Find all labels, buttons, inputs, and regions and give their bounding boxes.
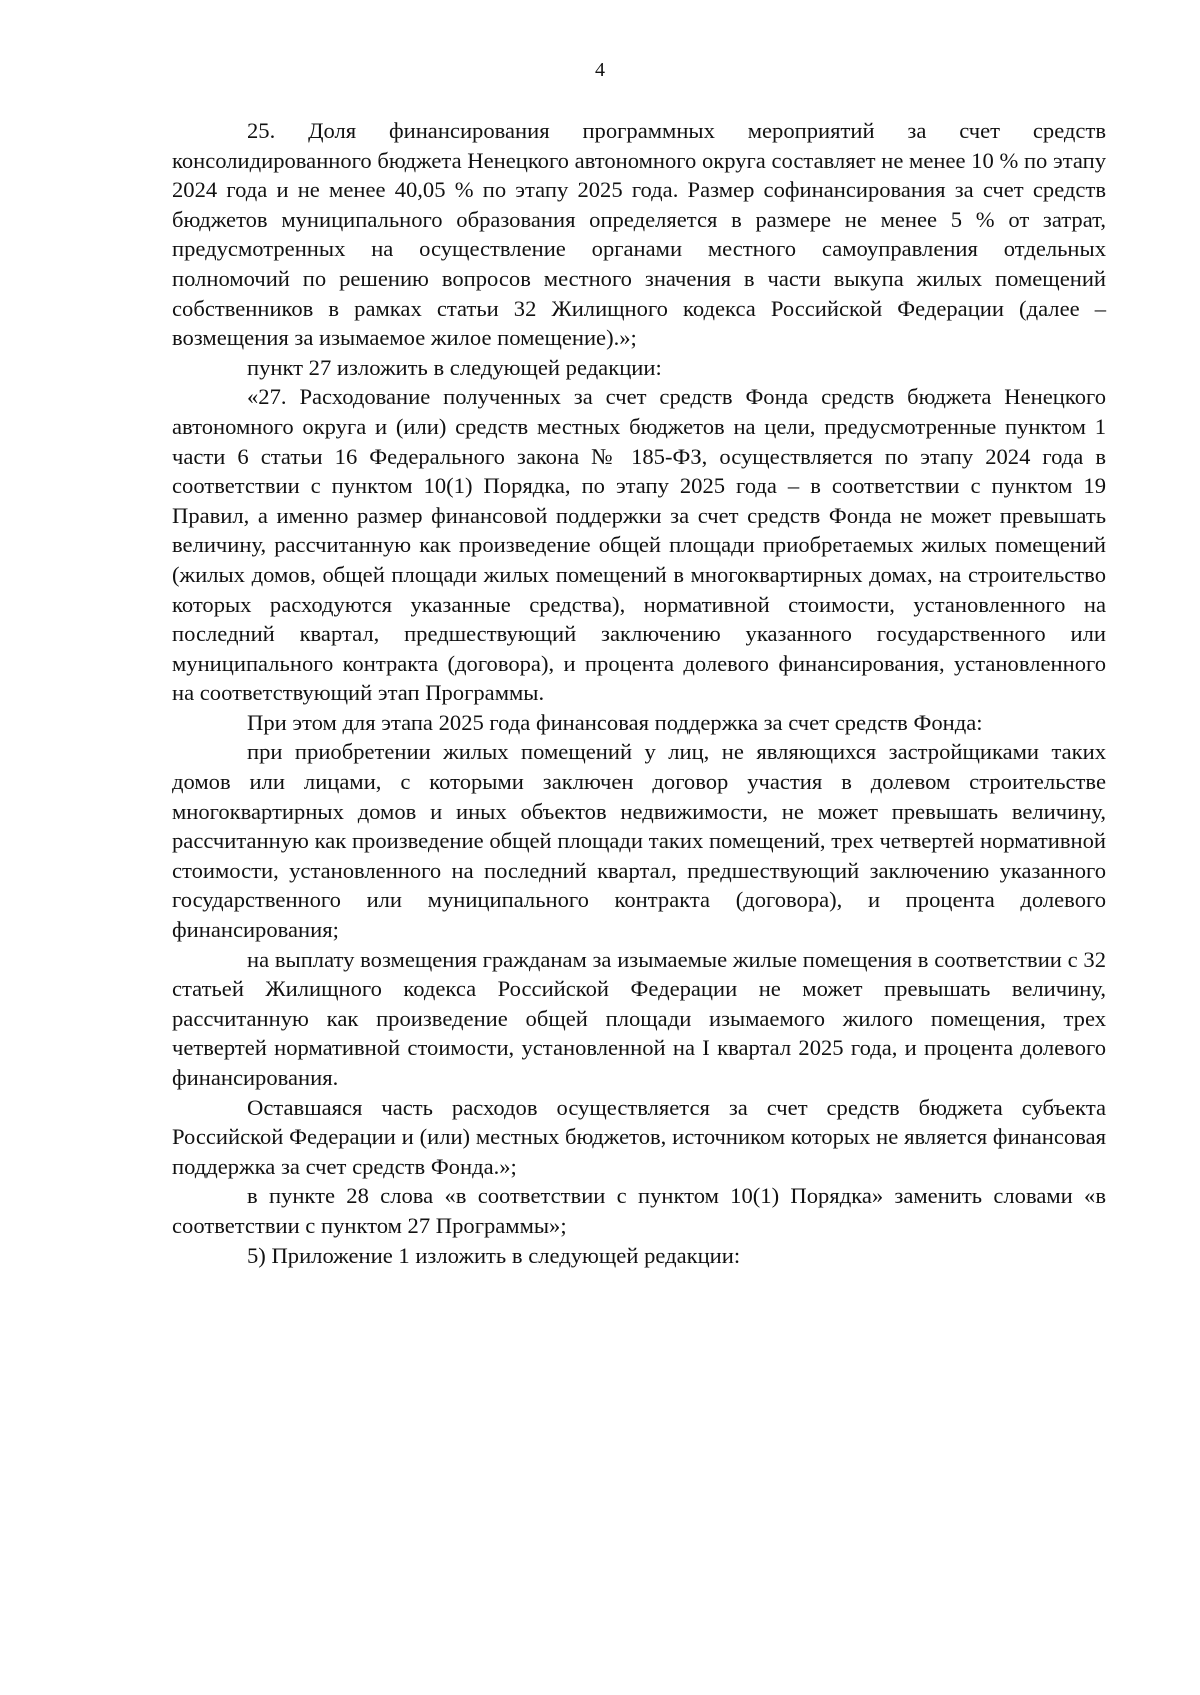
paragraph-amend-28: в пункте 28 слова «в соответствии с пунктом 10(1) Порядка» заменить словами «в соответствии с пунктом 27 Программы»;: [172, 1183, 1106, 1238]
document-body: [172, 116, 1106, 1270]
paragraph-amend-27-intro: пункт 27 изложить в следующей редакции:: [247, 354, 662, 380]
paragraph-acquisition: при приобретении жилых помещений у лиц, не являющихся застройщиками таких домов или лицами, с которыми заключен договор участия в долевом строительстве многоквартирных домов и иных объектов недвижимости, не может превышать величину, рассчитанную как произведение общей площади таких помещений, трех четвертей нормативной стоимости, установленного на последний квартал, предшествующий заключению указанного государственного или муниципального контракта (договора), и процента долевого финансирования;: [172, 739, 1106, 943]
paragraph-25: 25. Доля финансирования программных мероприятий за счет средств консолидированного бюджета Ненецкого автономного округа составляет не менее 10 % по этапу 2024 года и не менее 40,05 % по этапу 2025 года. Размер софинансирования за счет средств бюджетов муниципального образования определяется в размере не менее 5 % от затрат, предусмотренных на осуществление органами местного самоуправления отдельных полномочий по решению вопросов местного значения в части выкупа жилых помещений собственников в рамках статьи 32 Жилищного кодекса Российской Федерации (далее – возмещения за изымаемое жилое помещение).»;: [172, 118, 1106, 351]
paragraph-remaining-costs: Оставшаяся часть расходов осуществляется за счет средств бюджета субъекта Российской Федерации и (или) местных бюджетов, источником которых не является финансовая поддержка за счет средств Фонда.»;: [172, 1094, 1106, 1179]
paragraph-stage-2025: При этом для этапа 2025 года финансовая поддержка за счет средств Фонда:: [247, 709, 983, 735]
paragraph-appendix-1: 5) Приложение 1 изложить в следующей редакции:: [247, 1242, 741, 1268]
page-number: 4: [595, 59, 605, 81]
paragraph-compensation: на выплату возмещения гражданам за изымаемые жилые помещения в соответствии с 32 статьей Жилищного кодекса Российской Федерации не может превышать величину, рассчитанную как произведение общей площади изымаемого жилого помещения, трех четвертей нормативной стоимости, установленной на I квартал 2025 года, и процента долевого финансирования.: [172, 946, 1106, 1090]
paragraph-27: «27. Расходование полученных за счет средств Фонда средств бюджета Ненецкого автономного округа и (или) средств местных бюджетов на цели, предусмотренные пунктом 1 части 6 статьи 16 Федерального закона № 185-ФЗ, осуществляется по этапу 2024 года в соответствии с пунктом 10(1) Порядка, по этапу 2025 года – в соответствии с пунктом 19 Правил, а именно размер финансовой поддержки за счет средств Фонда не может превышать величину, рассчитанную как произведение общей площади приобретаемых жилых помещений (жилых домов, общей площади жилых помещений в многоквартирных домах, на строительство которых расходуются указанные средства), нормативной стоимости, установленного на последний квартал, предшествующий заключению указанного государственного или муниципального контракта (договора), и процента долевого финансирования, установленного на соответствующий этап Программы.: [172, 384, 1106, 706]
